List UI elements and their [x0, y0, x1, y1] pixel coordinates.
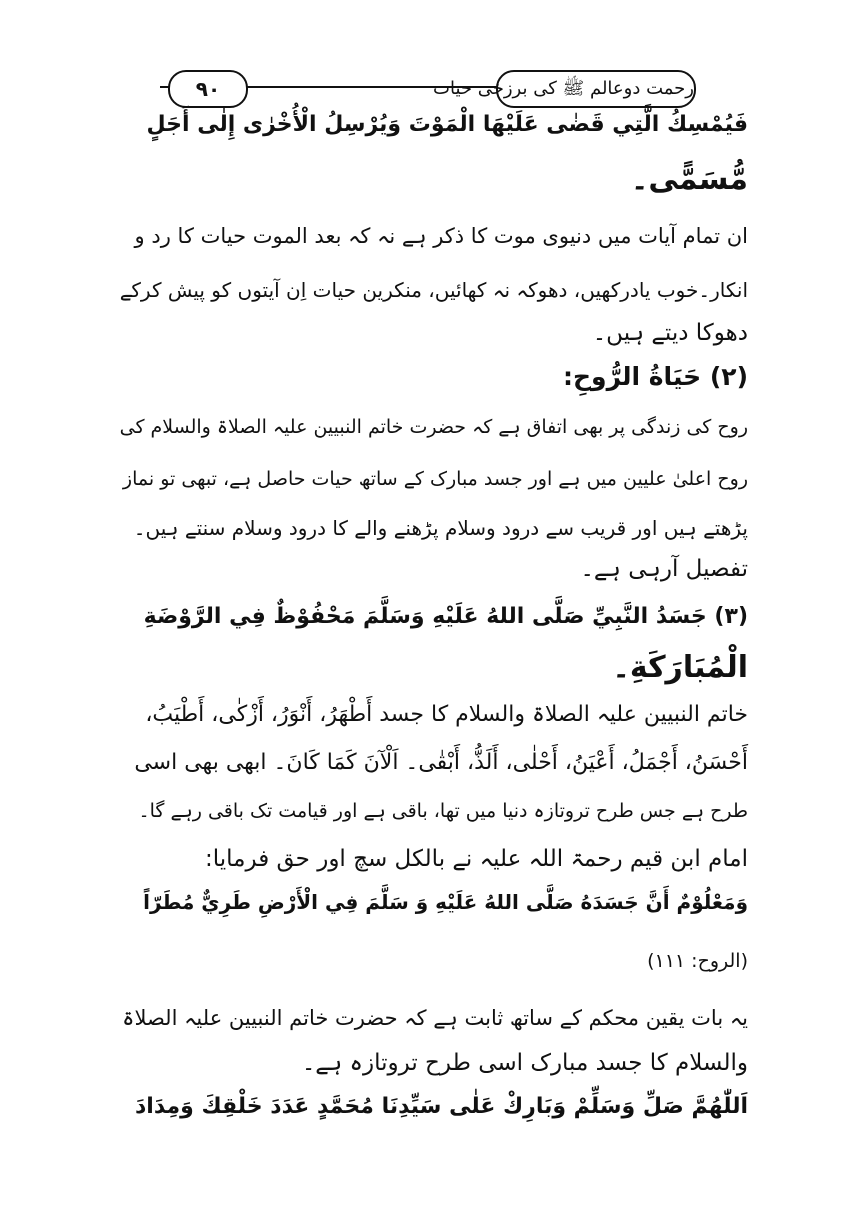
- section-heading-3-line-2: الْمُبَارَكَةِ۔: [612, 650, 748, 685]
- paragraph-3-line-4: امام ابن قیم رحمۃ اللہ علیہ نے بالکل سچ اور حق فرمایا:: [205, 846, 748, 872]
- section-heading-2: (۲) حَيَاةُ الرُّوحِ:: [563, 362, 748, 391]
- paragraph-2-line-4: تفصیل آرہی ہے۔: [580, 556, 748, 582]
- reference-citation: (الروح: ۱۱۱): [647, 950, 748, 972]
- quran-verse-line-1: فَيُمْسِكُ الَّتِي قَضٰى عَلَيْهَا الْمَوْتَ وَيُرْسِلُ الْأُخْرٰى إِلٰى أَجَلٍ: [146, 112, 748, 137]
- paragraph-2-line-1: روح کی زندگی پر بھی اتفاق ہے کہ حضرت خاتم النبیین علیہ الصلاۃ والسلام کی: [119, 416, 748, 438]
- paragraph-4-line-1: یہ بات یقین محکم کے ساتھ ثابت ہے کہ حضرت خاتم النبیین علیہ الصلاۃ: [122, 1006, 748, 1030]
- paragraph-3-line-1: خاتم النبیین علیہ الصلاۃ والسلام کا جسد أَطْهَرُ، أَنْوَرُ، أَزْكٰى، أَطْيَبُ،: [145, 702, 748, 727]
- paragraph-1-line-2: انکار۔خوب یادرکھیں، دھوکہ نہ کھائیں، منکرین حیات اِن آیتوں کو پیش کرکے: [119, 278, 748, 302]
- paragraph-1-line-1: ان تمام آیات میں دنیوی موت کا ذکر ہے نہ کہ بعد الموت حیات کا رد و: [134, 224, 748, 248]
- salawat-line: اَللّٰهُمَّ صَلِّ وَسَلِّمْ وَبَارِكْ عَلٰى سَيِّدِنَا مُحَمَّدٍ عَدَدَ خَلْقِكَ وَمِدَادَ: [134, 1094, 748, 1119]
- running-title: رحمت دوعالم ﷺ کی برزخی حیات: [496, 70, 696, 108]
- quran-verse-line-2: مُّسَمًّى۔: [630, 162, 748, 197]
- page-body: [120, 0, 748, 1228]
- paragraph-2-line-3: پڑھتے ہیں اور قریب سے درود وسلام پڑھنے والے کا درود وسلام سنتے ہیں۔: [133, 516, 748, 540]
- page-number: ۹۰: [168, 70, 248, 108]
- quotation-line: وَمَعْلُوْمٌ أَنَّ جَسَدَهُ صَلَّى اللهُ عَلَيْهِ وَ سَلَّمَ فِي الْأَرْضِ طَرِيٌّ مُطَرّاً: [143, 890, 748, 914]
- paragraph-3-line-2: أَحْسَنُ، أَجْمَلُ، أَعْيَنُ، أَحْلٰى، أَلَذُّ، أَبْقٰى۔ اَلْآنَ كَمَا كَانَ۔ ابھی بھی اسی: [134, 750, 748, 775]
- paragraph-3-line-3: طرح ہے جس طرح تروتازہ دنیا میں تھا، باقی ہے اور قیامت تک باقی رہے گا۔: [138, 800, 748, 822]
- paragraph-4-line-2: والسلام کا جسد مبارک اسی طرح تروتازہ ہے۔: [301, 1050, 748, 1076]
- paragraph-1-line-3: دھوکا دیتے ہیں۔: [592, 320, 748, 346]
- paragraph-2-line-2: روح اعلیٰ علیین میں ہے اور جسد مبارک کے ساتھ حیات حاصل ہے، تبھی تو نماز: [122, 468, 748, 490]
- section-heading-3-line-1: (۳) جَسَدُ النَّبِيِّ صَلَّى اللهُ عَلَيْهِ وَسَلَّمَ مَحْفُوْظٌ فِي الرَّوْضَةِ: [143, 604, 748, 629]
